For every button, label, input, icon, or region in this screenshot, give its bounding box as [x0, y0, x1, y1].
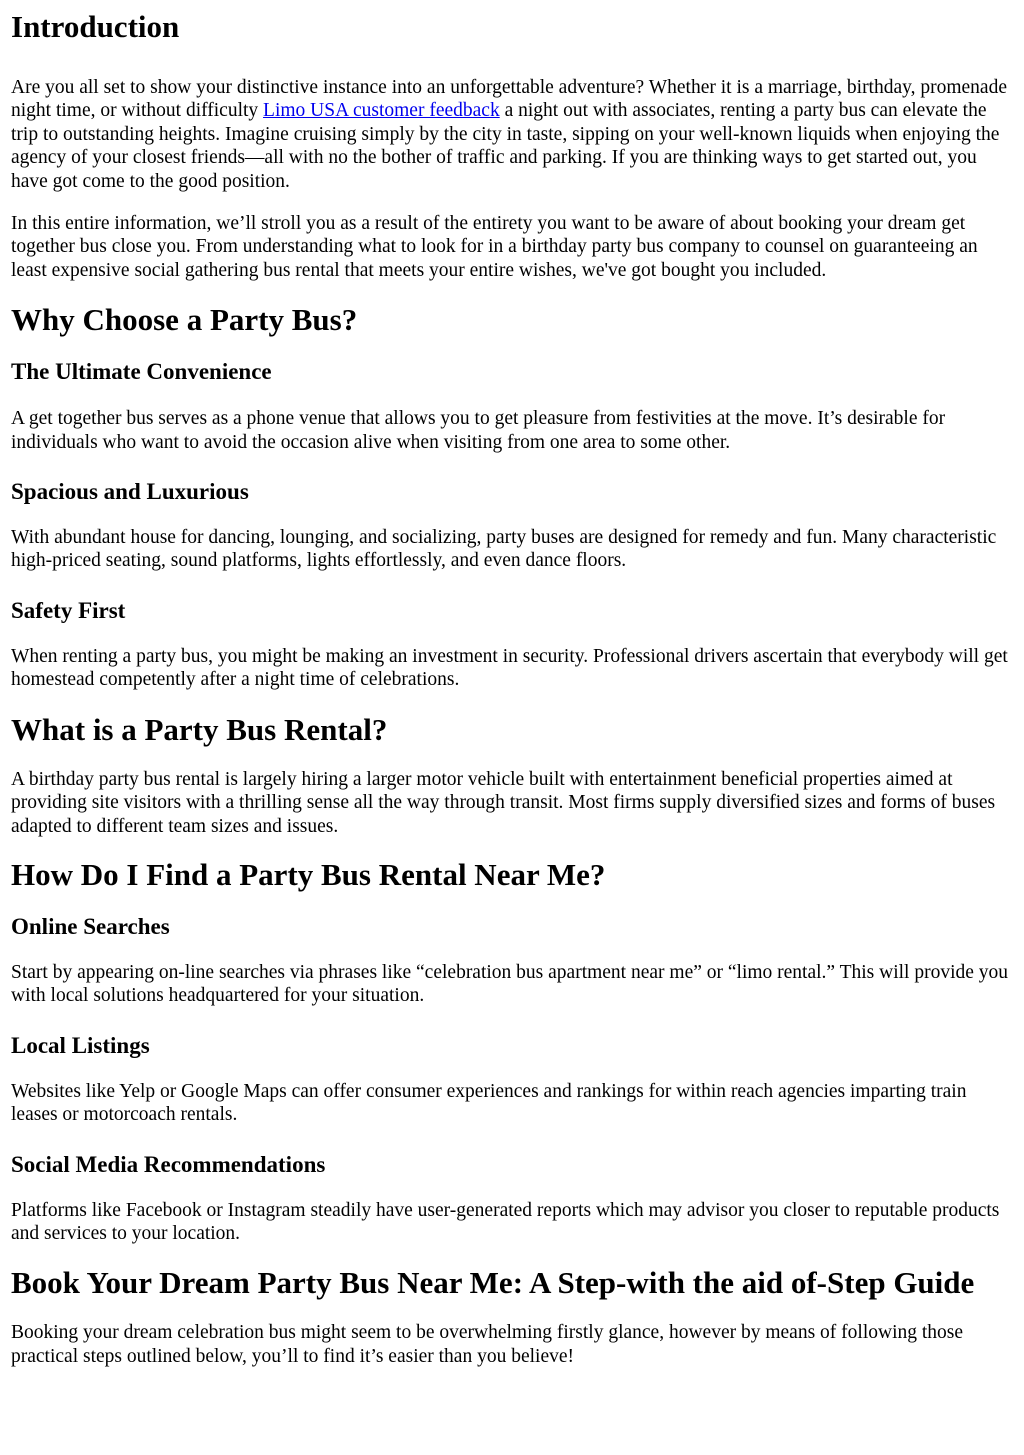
intro-paragraph-1: [11, 76, 1013, 193]
paragraph-social-media: Platforms like Facebook or Instagram steadily have user-generated reports which may advisor you closer to reputable products and services to your location.: [11, 1199, 1000, 1244]
intro-p1-text-after: a night out with associates, renting a party bus can elevate the trip to outstanding heights. Imagine cruising simply by the city in taste, sipping on your well-known liquids when enjoying the agency of your closest friends—all with no the bother of traffic and parking. If you are thinking ways to get started out, you have got come to the good position.: [11, 100, 1000, 192]
subheading-ultimate-convenience: The Ultimate Convenience: [11, 359, 272, 385]
limo-usa-feedback-link[interactable]: Limo USA customer feedback: [263, 100, 500, 122]
paragraph-book-guide: Booking your dream celebration bus might seem to be overwhelming firstly glance, however by means of following those practical steps outlined below, you’ll to find it’s easier than you believe!: [11, 1322, 964, 1367]
heading-how-to-find: How Do I Find a Party Bus Rental Near Me?: [11, 856, 606, 892]
subheading-safety-first: Safety First: [11, 597, 126, 623]
heading-introduction: Introduction: [11, 9, 180, 44]
heading-why-choose: Why Choose a Party Bus?: [11, 302, 358, 338]
paragraph-local-listings: Websites like Yelp or Google Maps can offer consumer experiences and rankings for within reach agencies imparting train leases or motorcoach rentals.: [11, 1080, 967, 1126]
paragraph-spacious-luxurious: With abundant house for dancing, lounging, and socializing, party buses are designed for remedy and fun. Many characteristic high-priced seating, sound platforms, lights effortlessly, and even dance floors.: [11, 527, 997, 572]
paragraph-ultimate-convenience: A get together bus serves as a phone venue that allows you to get pleasure from festivities at the move. It’s desirable for individuals who want to avoid the occasion alive when visiting from one area to some other.: [11, 408, 946, 453]
subheading-social-media: Social Media Recommendations: [11, 1151, 326, 1177]
paragraph-safety-first: When renting a party bus, you might be making an investment in security. Professional drivers ascertain that everybody will get homestead competently after a night time of celebrations.: [11, 645, 1008, 691]
heading-book-guide: Book Your Dream Party Bus Near Me: A Step-with the aid of-Step Guide: [11, 1265, 975, 1301]
subheading-spacious-luxurious: Spacious and Luxurious: [11, 479, 249, 505]
heading-what-is-rental: What is a Party Bus Rental?: [11, 711, 388, 747]
paragraph-what-is-rental: A birthday party bus rental is largely hiring a larger motor vehicle built with entertainment beneficial properties aimed at providing site visitors with a thrilling sense all the way through transit. Most firms supply diversified sizes and forms of buses adapted to different team sizes and issues.: [11, 768, 996, 837]
subheading-local-listings: Local Listings: [11, 1032, 150, 1058]
intro-p1-text-before: Are you all set to show your distinctive instance into an unforgettable adventure? Whether it is a marriage, birthday, promenade night time, or without difficulty: [11, 77, 1007, 122]
paragraph-online-searches: Start by appearing on-line searches via phrases like “celebration bus apartment near me” or “limo rental.” This will provide you with local solutions headquartered for your situation.: [11, 961, 1009, 1007]
subheading-online-searches: Online Searches: [11, 913, 170, 939]
article: [0, 9, 1024, 1368]
intro-paragraph-2: In this entire information, we’ll stroll you as a result of the entirety you want to be aware of about booking your dream get together bus close you. From understanding what to look for in a birthday party bus company to counsel on guaranteeing an least expensive social gathering bus rental that meets your entire wishes, we've got bought you included.: [11, 213, 978, 281]
